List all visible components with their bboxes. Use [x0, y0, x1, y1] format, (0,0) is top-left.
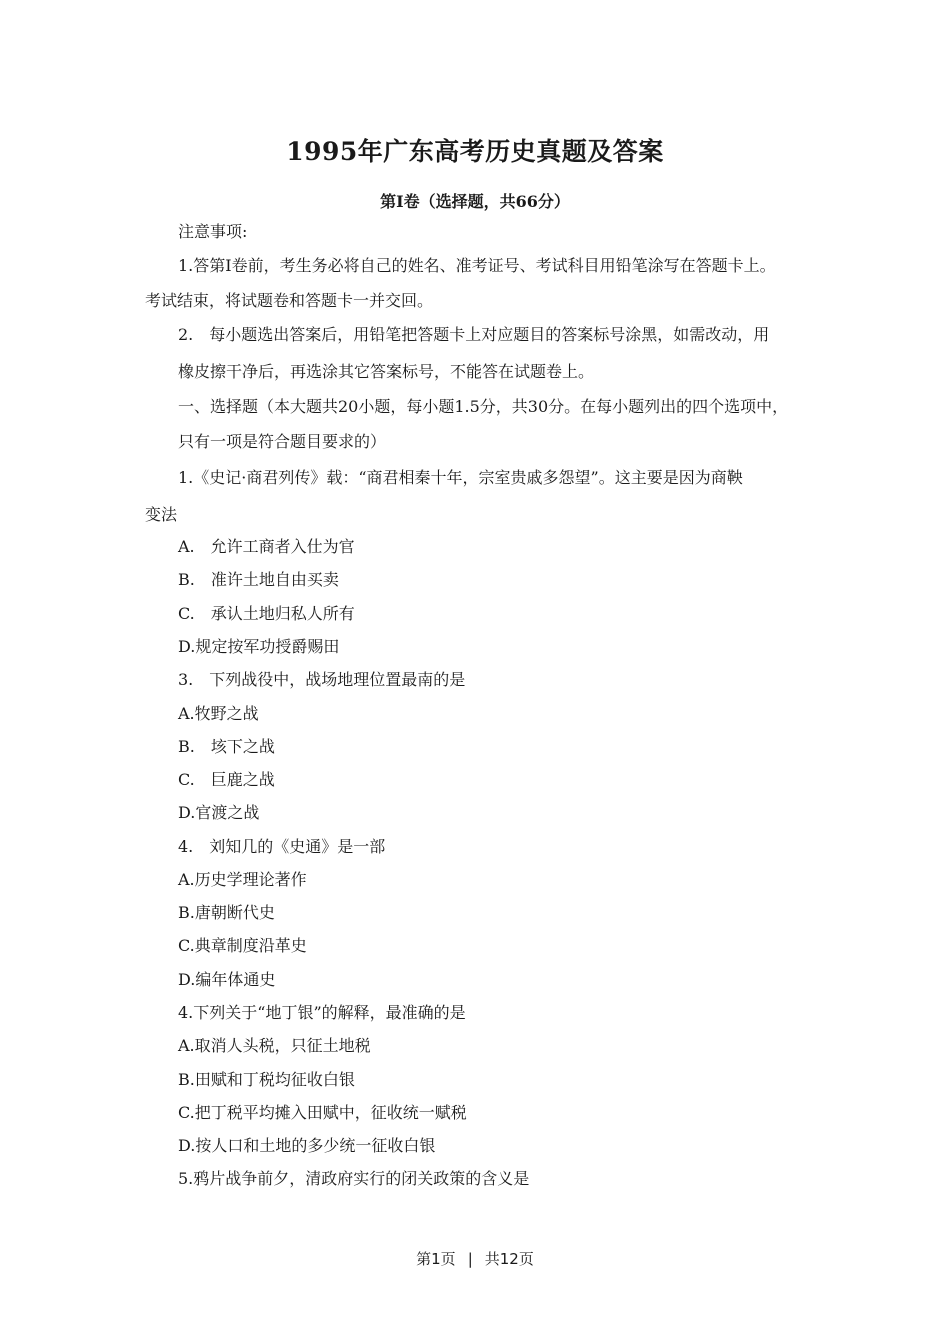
section-heading: 一、选择题（本大题共20小题，每小题1.5分，共30分。在每小题列出的四个选项中，: [178, 397, 789, 416]
question-4b-option-b: B.田赋和丁税均征收白银: [178, 1070, 355, 1089]
question-1: 1.《史记·商君列传》载：“商君相秦十年，宗室贵戚多怨望”。这主要是因为商鞅: [178, 468, 743, 487]
question-1-option-c: C. 承认土地归私人所有: [178, 604, 355, 623]
page-footer: [0, 1248, 950, 1269]
question-3-option-d: D.官渡之战: [178, 803, 260, 822]
question-1-option-d: D.规定按军功授爵赐田: [178, 637, 340, 656]
question-4-option-d: D.编年体通史: [178, 970, 276, 989]
notice-item-1-cont: 考试结束，将试题卷和答题卡一并交回。: [145, 291, 434, 310]
question-4-option-b: B.唐朝断代史: [178, 903, 275, 922]
question-4: 4. 刘知几的《史通》是一部: [178, 837, 386, 856]
question-4b-option-c: C.把丁税平均摊入田赋中，征收统一赋税: [178, 1103, 467, 1122]
question-1-option-a: A. 允许工商者入仕为官: [178, 537, 355, 556]
question-3-option-b: B. 垓下之战: [178, 737, 275, 756]
footer-separator: |: [467, 1250, 473, 1268]
question-1-option-b: B. 准许土地自由买卖: [178, 570, 339, 589]
question-4b: 4.下列关于“地丁银”的解释，最准确的是: [178, 1003, 466, 1022]
question-4b-option-d: D.按人口和土地的多少统一征收白银: [178, 1136, 436, 1155]
notice-item-2-cont: 橡皮擦干净后，再选涂其它答案标号，不能答在试题卷上。: [178, 362, 595, 381]
question-1-cont: 变法: [145, 505, 178, 524]
question-3-option-a: A.牧野之战: [178, 704, 259, 723]
page-number: 第1页: [416, 1250, 456, 1268]
notice-item-1: 1.答第Ⅰ卷前，考生务必将自己的姓名、准考证号、考试科目用铅笔涂写在答题卡上。: [178, 256, 776, 275]
question-3: 3. 下列战役中，战场地理位置最南的是: [178, 670, 466, 689]
question-4-option-a: A.历史学理论著作: [178, 870, 307, 889]
question-4b-option-a: A.取消人头税，只征土地税: [178, 1036, 371, 1055]
notice-heading: 注意事项:: [178, 222, 248, 241]
question-4-option-c: C.典章制度沿革史: [178, 936, 307, 955]
question-3-option-c: C. 巨鹿之战: [178, 770, 275, 789]
section-heading-cont: 只有一项是符合题目要求的）: [178, 432, 387, 451]
section-subtitle: 第Ⅰ卷（选择题，共66分）: [380, 192, 570, 211]
page-total: 共12页: [484, 1250, 534, 1268]
notice-item-2: 2. 每小题选出答案后，用铅笔把答题卡上对应题目的答案标号涂黑，如需改动，用: [178, 325, 770, 344]
question-5: 5.鸦片战争前夕，清政府实行的闭关政策的含义是: [178, 1169, 530, 1188]
document-title: 1995年广东高考历史真题及答案: [286, 137, 664, 166]
